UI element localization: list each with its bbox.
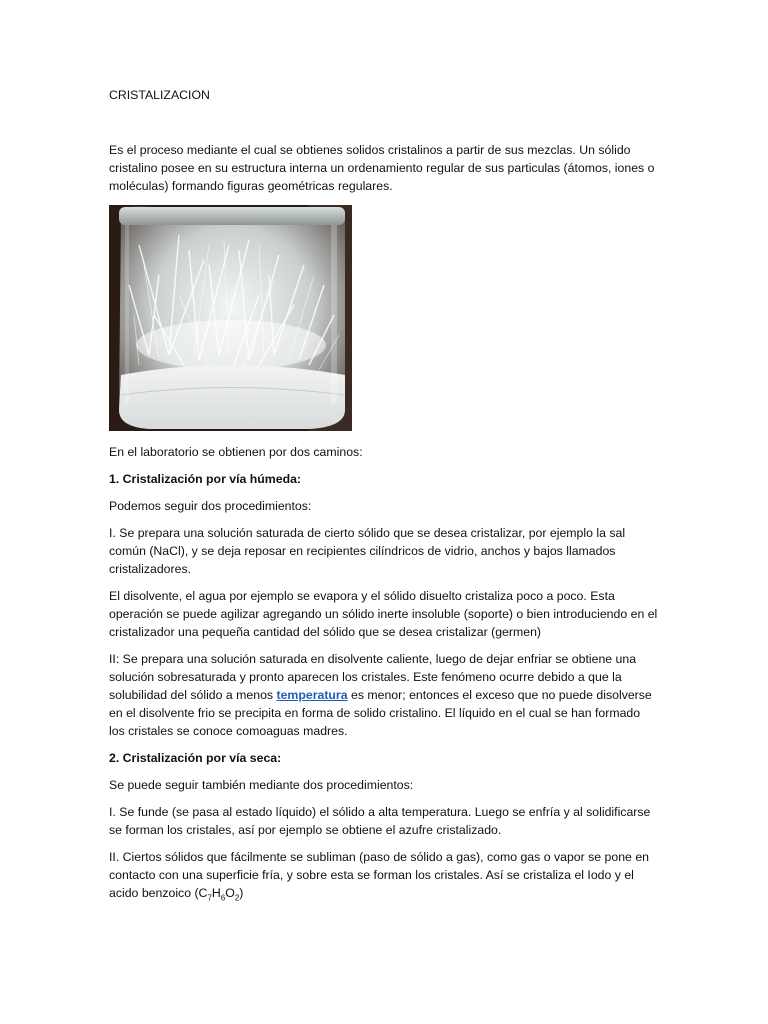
section1-heading: 1. Cristalización por vía húmeda: <box>109 472 302 486</box>
formula-o: O <box>225 886 235 900</box>
section1-paragraph-3-end: es menor; entonces el exceso que no puede disolverse en el disolvente frio se precipita en forma de solido cristalino. El líquido en el cual se han formado los cristales se conoce comoaguas madres. <box>109 688 652 738</box>
section1-paragraph-3-start: II: Se prepara una solución saturada en disolvente caliente, luego de dejar enfriar se obtiene una solución sobresaturada y pronto aparecen los cristales. Este fenómeno ocurre debido a que la solubilidad del sólido a menos <box>109 652 637 702</box>
intro-paragraph: Es el proceso mediante el cual se obtienes solidos cristalinos a partir de sus mezclas. Un sólido cristalino posee en su estructura interna un ordenamiento regular de sus particulas (átomos, iones o moléculas) formando figuras geométricas regulares. <box>109 143 655 193</box>
section2-paragraph-2-text: II. Ciertos sólidos que fácilmente se subliman (paso de sólido a gas), como gas o vapor se pone en contacto con una superficie fría, y sobre esta se forman los cristales. Así se cristaliza el Iodo y el acido benzoico (C <box>109 850 649 900</box>
section2-subheading: Se puede seguir también mediante dos procedimientos: <box>109 778 414 792</box>
formula-o-subscript: 2 <box>234 893 240 903</box>
section1-subheading: Podemos seguir dos procedimientos: <box>109 499 312 513</box>
section2-paragraph-2 <box>109 848 659 902</box>
formula-h: H <box>211 886 221 900</box>
section2-paragraph-1: I. Se funde (se pasa al estado líquido) el sólido a alta temperatura. Luego se enfría y al solidificarse se forman los cristales, así por ejemplo se obtiene el azufre cristalizado. <box>109 805 651 837</box>
lab-intro: En el laboratorio se obtienen por dos caminos: <box>109 445 363 459</box>
document-content <box>109 84 659 902</box>
section1-paragraph-2: El disolvente, el agua por ejemplo se evapora y el sólido disuelto cristaliza poco a poco. Esta operación se puede agilizar agregando un sólido inerte insoluble (soporte) o bien introduciendo en el cristalizador una pequeña cantidad del sólido que se desea cristalizar (germen) <box>109 589 658 639</box>
section1-paragraph-3 <box>109 650 659 740</box>
document-title: CRISTALIZACION <box>109 88 210 102</box>
formula-close: ) <box>239 886 244 900</box>
section1-paragraph-1: I. Se prepara una solución saturada de cierto sólido que se desea cristalizar, por ejemplo la sal común (NaCl), y se deja reposar en recipientes cilíndricos de vidrio, anchos y bajos llamados cristalizadores. <box>109 526 626 576</box>
formula-h-subscript: 6 <box>220 893 226 903</box>
crystal-jar-photo <box>109 205 352 431</box>
temperatura-link[interactable]: temperatura <box>276 688 348 702</box>
formula-c-subscript: 7 <box>207 893 212 903</box>
section2-heading: 2. Cristalización por vía seca: <box>109 751 282 765</box>
